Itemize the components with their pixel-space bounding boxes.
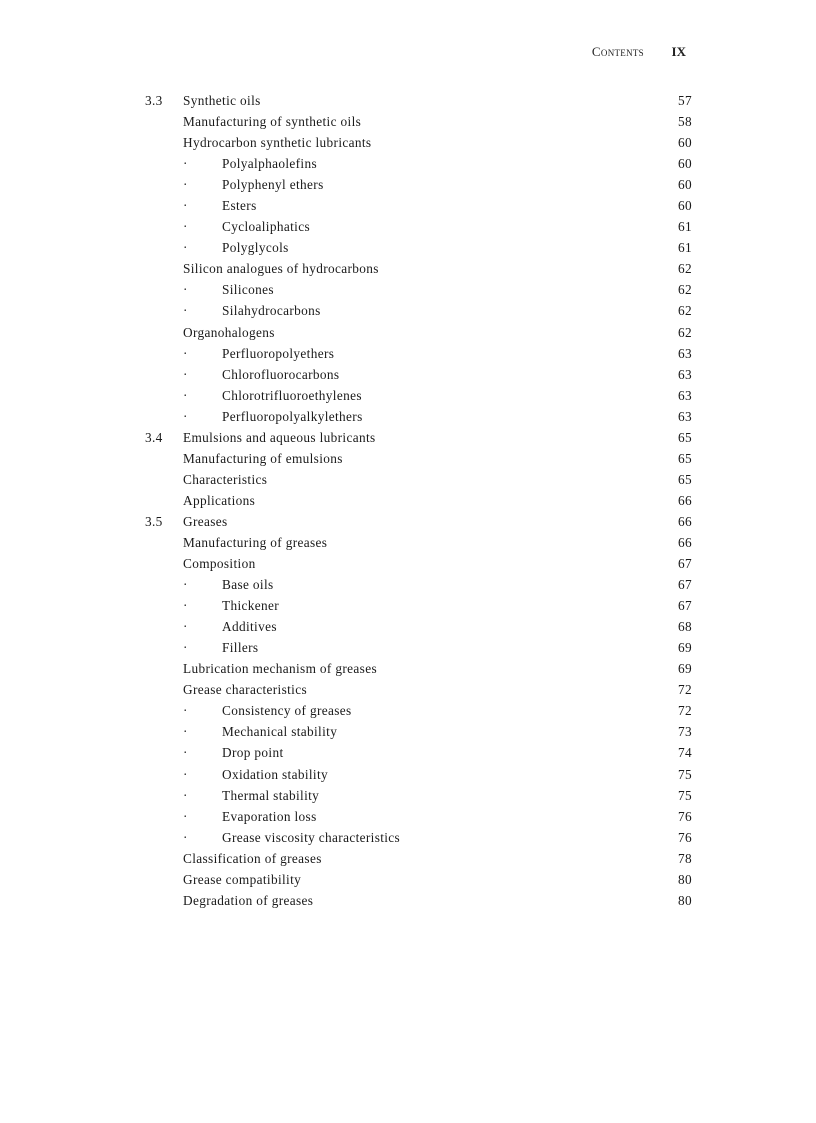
entry-title: Composition	[183, 556, 256, 572]
toc-subentry[interactable]	[145, 597, 692, 618]
entry-page-number: 69	[678, 661, 692, 677]
toc-subentry[interactable]	[145, 218, 692, 239]
bullet-icon: ·	[183, 198, 188, 214]
section-number: 3.4	[145, 429, 163, 445]
entry-page-number: 67	[678, 577, 692, 593]
entry-title: Cycloaliphatics	[222, 219, 310, 235]
toc-subentry[interactable]	[145, 302, 692, 323]
toc-subentry[interactable]	[145, 744, 692, 765]
bullet-icon: ·	[183, 703, 188, 719]
bullet-icon: ·	[183, 619, 188, 635]
entry-page-number: 76	[678, 808, 692, 824]
toc-entry[interactable]	[145, 260, 692, 281]
toc-entry[interactable]	[145, 324, 692, 345]
page-number: IX	[671, 44, 686, 59]
entry-page-number: 63	[678, 408, 692, 424]
entry-page-number: 66	[678, 534, 692, 550]
bullet-icon: ·	[183, 745, 188, 761]
toc-subentry[interactable]	[145, 618, 692, 639]
entry-page-number: 72	[678, 703, 692, 719]
entry-page-number: 78	[678, 850, 692, 866]
entry-title: Fillers	[222, 640, 259, 656]
toc-entry[interactable]	[145, 871, 692, 892]
toc-subentry[interactable]	[145, 808, 692, 829]
entry-title: Characteristics	[183, 471, 268, 487]
entry-title: Evaporation loss	[222, 808, 317, 824]
entry-title: Perfluoropolyalkylethers	[222, 408, 363, 424]
toc-entry[interactable]	[145, 429, 692, 450]
entry-page-number: 60	[678, 198, 692, 214]
entry-title: Degradation of greases	[183, 892, 314, 908]
entry-title: Base oils	[222, 577, 274, 593]
section-number: 3.5	[145, 513, 163, 529]
entry-page-number: 57	[678, 93, 692, 108]
entry-title: Silicon analogues of hydrocarbons	[183, 261, 379, 277]
toc-entry[interactable]	[145, 660, 692, 681]
entry-page-number: 60	[678, 135, 692, 151]
bullet-icon: ·	[183, 177, 188, 193]
entry-page-number: 67	[678, 556, 692, 572]
toc-subentry[interactable]	[145, 576, 692, 597]
entry-page-number: 61	[678, 219, 692, 235]
entry-title: Mechanical stability	[222, 724, 338, 740]
bullet-icon: ·	[183, 724, 188, 740]
entry-page-number: 69	[678, 640, 692, 656]
toc-subentry[interactable]	[145, 387, 692, 408]
toc-subentry[interactable]	[145, 345, 692, 366]
toc-entry[interactable]	[145, 492, 692, 513]
bullet-icon: ·	[183, 808, 188, 824]
entry-page-number: 76	[678, 829, 692, 845]
entry-page-number: 63	[678, 387, 692, 403]
entry-page-number: 80	[678, 892, 692, 908]
entry-page-number: 65	[678, 429, 692, 445]
toc-entry[interactable]	[145, 450, 692, 471]
entry-title: Grease characteristics	[183, 682, 307, 698]
entry-page-number: 62	[678, 261, 692, 277]
entry-page-number: 80	[678, 871, 692, 887]
bullet-icon: ·	[183, 366, 188, 382]
bullet-icon: ·	[183, 219, 188, 235]
toc-subentry[interactable]	[145, 702, 692, 723]
entry-page-number: 66	[678, 513, 692, 529]
entry-title: Classification of greases	[183, 850, 322, 866]
entry-title: Drop point	[222, 745, 284, 761]
entry-page-number: 62	[678, 324, 692, 340]
entry-title: Manufacturing of greases	[183, 534, 328, 550]
bullet-icon: ·	[183, 303, 188, 319]
entry-page-number: 62	[678, 282, 692, 298]
entry-page-number: 74	[678, 745, 692, 761]
entry-title: Esters	[222, 198, 257, 214]
toc-entry[interactable]	[145, 113, 692, 134]
entry-title: Synthetic oils	[183, 93, 261, 108]
bullet-icon: ·	[183, 640, 188, 656]
entry-page-number: 60	[678, 156, 692, 172]
entry-title: Consistency of greases	[222, 703, 352, 719]
bullet-icon: ·	[183, 345, 188, 361]
bullet-icon: ·	[183, 387, 188, 403]
bullet-icon: ·	[183, 282, 188, 298]
bullet-icon: ·	[183, 766, 188, 782]
toc-subentry[interactable]	[145, 723, 692, 744]
entry-page-number: 65	[678, 471, 692, 487]
bullet-icon: ·	[183, 577, 188, 593]
toc-entry[interactable]	[145, 134, 692, 155]
toc-subentry[interactable]	[145, 197, 692, 218]
toc-entry[interactable]	[145, 850, 692, 871]
toc-subentry[interactable]	[145, 176, 692, 197]
toc-subentry[interactable]	[145, 639, 692, 660]
entry-page-number: 67	[678, 598, 692, 614]
toc-entry[interactable]	[145, 892, 692, 913]
toc-subentry[interactable]	[145, 829, 692, 850]
entry-page-number: 65	[678, 450, 692, 466]
entry-title: Additives	[222, 619, 277, 635]
entry-title: Emulsions and aqueous lubricants	[183, 429, 376, 445]
bullet-icon: ·	[183, 408, 188, 424]
running-header	[560, 44, 690, 62]
entry-title: Greases	[183, 513, 228, 529]
toc-subentry[interactable]	[145, 408, 692, 429]
entry-title: Applications	[183, 492, 256, 508]
entry-page-number: 75	[678, 766, 692, 782]
bullet-icon: ·	[183, 240, 188, 256]
entry-title: Hydrocarbon synthetic lubricants	[183, 135, 372, 151]
entry-page-number: 63	[678, 366, 692, 382]
entry-page-number: 66	[678, 492, 692, 508]
entry-title: Chlorotrifluoroethylenes	[222, 387, 362, 403]
toc-subentry[interactable]	[145, 155, 692, 176]
entry-title: Grease viscosity characteristics	[222, 829, 401, 845]
entry-title: Polyglycols	[222, 240, 289, 256]
bullet-icon: ·	[183, 156, 188, 172]
bullet-icon: ·	[183, 787, 188, 803]
toc-entry[interactable]	[145, 513, 692, 534]
entry-page-number: 61	[678, 240, 692, 256]
entry-title: Perfluoropolyethers	[222, 345, 335, 361]
entry-title: Silicones	[222, 282, 274, 298]
entry-title: Thermal stability	[222, 787, 320, 803]
toc-subentry[interactable]	[145, 366, 692, 387]
entry-title: Oxidation stability	[222, 766, 328, 782]
entry-page-number: 68	[678, 619, 692, 635]
toc-subentry[interactable]	[145, 239, 692, 260]
entry-title: Grease compatibility	[183, 871, 302, 887]
entry-page-number: 58	[678, 114, 692, 130]
entry-page-number: 72	[678, 682, 692, 698]
entry-page-number: 60	[678, 177, 692, 193]
entry-title: Thickener	[222, 598, 280, 614]
toc-subentry[interactable]	[145, 281, 692, 302]
bullet-icon: ·	[183, 598, 188, 614]
entry-title: Lubrication mechanism of greases	[183, 661, 377, 677]
toc-subentry[interactable]	[145, 766, 692, 787]
section-number: 3.3	[145, 93, 163, 108]
entry-title: Silahydrocarbons	[222, 303, 321, 319]
toc-entry[interactable]	[145, 92, 692, 113]
toc-entry[interactable]	[145, 534, 692, 555]
entry-title: Manufacturing of emulsions	[183, 450, 343, 466]
toc-subentry[interactable]	[145, 787, 692, 808]
entry-title: Organohalogens	[183, 324, 275, 340]
entry-page-number: 73	[678, 724, 692, 740]
entry-title: Chlorofluorocarbons	[222, 366, 340, 382]
toc-entry[interactable]	[145, 471, 692, 492]
toc-entry[interactable]	[145, 555, 692, 576]
entry-title: Polyphenyl ethers	[222, 177, 324, 193]
bullet-icon: ·	[183, 829, 188, 845]
toc-entry[interactable]	[145, 681, 692, 702]
table-of-contents	[145, 92, 692, 913]
entry-page-number: 62	[678, 303, 692, 319]
entry-title: Polyalphaolefins	[222, 156, 317, 172]
entry-page-number: 75	[678, 787, 692, 803]
running-header-section: Contents	[591, 44, 644, 59]
entry-title: Manufacturing of synthetic oils	[183, 114, 362, 130]
entry-page-number: 63	[678, 345, 692, 361]
